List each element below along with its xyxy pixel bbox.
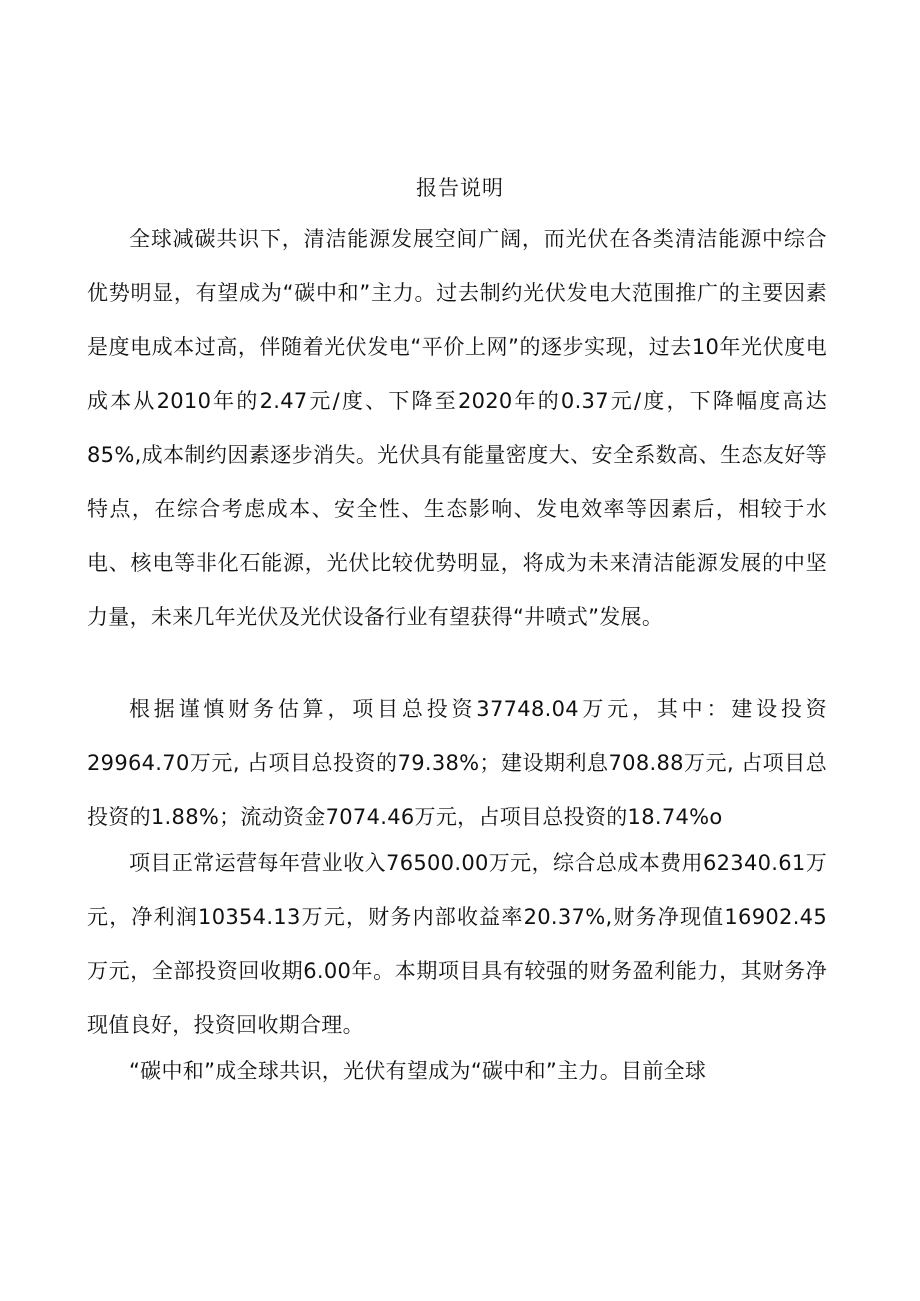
paragraph-carbon-neutral: “碳中和”成全球共识，光伏有望成为“碳中和”主力。目前全球 xyxy=(129,1059,707,1083)
report-title: 报告说明 xyxy=(416,176,504,200)
paragraph-operating-revenue: 项目正常运营每年营业收入76500.00万元，综合总成本费用62340.61万元，净利润10354.13万元，财务内部收益率20.37%,财务净现值16902.45万元，全部投资回收期6.00年。本期项目具有较强的财务盈利能力，其财务净现值良好，投资回收期合理。 xyxy=(87,851,827,1037)
paragraph-industry-background: 全球减碳共识下，清洁能源发展空间广阔，而光伏在各类清洁能源中综合优势明显，有望成为“碳中和”主力。过去制约光伏发电大范围推广的主要因素是度电成本过高，伴随着光伏发电“平价上网”的逐步实现，过去10年光伏度电成本从2010年的2.47元/度、下降至2020年的0.37元/度，下降幅度高达85%,成本制约因素逐步消失。光伏具有能量密度大、安全系数高、生态友好等特点，在综合考虑成本、安全性、生态影响、发电效率等因素后，相较于水电、核电等非化石能源，光伏比较优势明显，将成为未来清洁能源发展的中坚力量，未来几年光伏及光伏设备行业有望获得“井喷式”发展。 xyxy=(87,227,827,629)
paragraph-investment-estimate: 根据谨慎财务估算，项目总投资37748.04万元，其中：建设投资29964.70万元, 占项目总投资的79.38%；建设期利息708.88万元, 占项目总投资的1.88%；流动资金7074.46万元，占项目总投资的18.74%o xyxy=(87,697,827,829)
